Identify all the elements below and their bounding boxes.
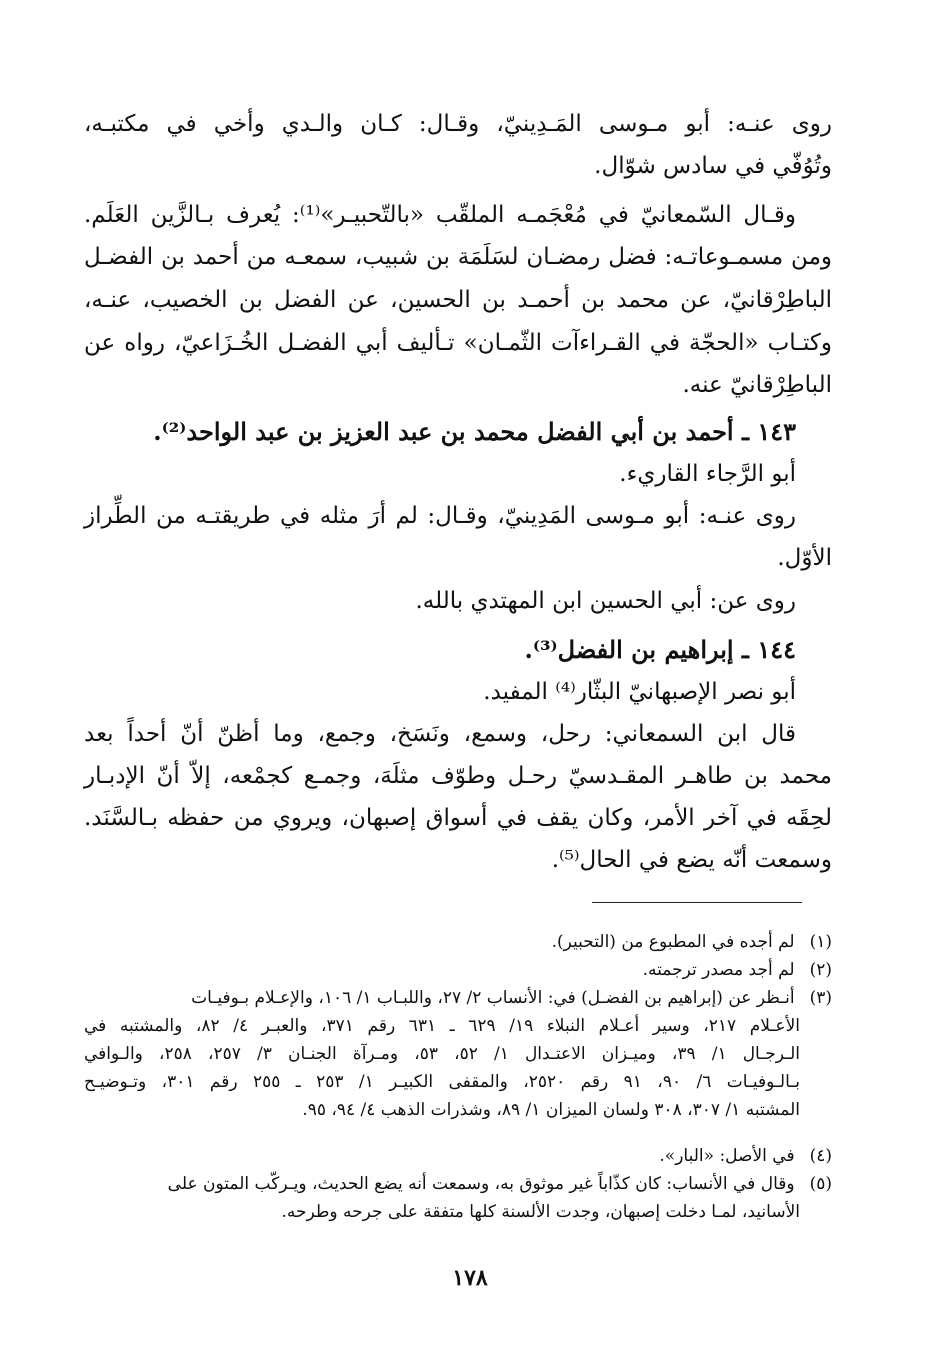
footnote-number: (٢)	[809, 960, 832, 980]
body-line: قال ابن السمعاني: رحل، وسمع، ونَسَخ، وجمع، وما أظنّ أنّ أحداً بعد	[84, 721, 796, 747]
footnote-line: المشتبه ١/ ٣٠٧، ٣٠٨ ولسان الميزان ١/ ٨٩، وشذرات الذهب ٤/ ٩٤، ٩٥.	[302, 1100, 800, 1120]
body-line: ومن مسمـوعاتـه: فضل رمضـان لسَلَمَة بن شبيب، سمعـه من أحمد بن الفضـل	[84, 244, 832, 270]
body-line: روى عنـه: أبو مـوسى المَـدِينيّ، وقـال: كـان والـدي وأخي في مكتبـه،	[84, 111, 832, 137]
footnote	[84, 928, 832, 956]
footnote	[84, 984, 832, 1012]
body-line: أبو نصر الإصبهانيّ البثّار⁽⁴⁾ المفيد.	[483, 679, 796, 705]
footnote-text: لم أجد مصدر ترجمته.	[642, 960, 795, 980]
body-line: الباطِرْقانيّ، عن محمد بن أحمـد بن الحسين، عن الفضل بن الخصيب، عنـه،	[84, 287, 832, 313]
page-number: ١٧٨	[452, 1265, 488, 1291]
footnote	[84, 1170, 832, 1198]
footnote-text: لم أجده في المطبوع من (التحبير).	[551, 932, 795, 952]
footnote-line: الأعـلام ٢١٧، وسير أعـلام النبلاء ١٩/ ٦٢٩ ـ ٦٣١ رقم ٣٧١، والعبـر ٤/ ٨٢، والمشتبه في	[84, 1016, 800, 1036]
entry-heading: ١٤٣ ـ أحمد بن أبي الفضل محمد بن عبد العزيز بن عبد الواحد⁽²⁾.	[153, 417, 796, 446]
body-line: وسمعت أنّه يضع في الحال⁽⁵⁾.	[551, 847, 832, 873]
footnote-line: بـالـوفيـات ٦/ ٩٠، ٩١ رقم ٢٥٢٠، والمقفى الكبيـر ١/ ٢٥٣ ـ ٢٥٥ رقم ٣٠١، وتـوضيـح	[84, 1072, 800, 1092]
body-line: أبو الرَّجاء القاريء.	[619, 461, 796, 487]
footnote-line: الأسانيد، لمـا دخلت إصبهان، وجدت الألسنة كلها متفقة على جرحه وطرحه.	[281, 1202, 800, 1222]
body-line: لحِقَه في آخر الأمر، وكان يقف في أسواق إصبهان، ويروي من حفظه بـالسَّنَد.	[84, 805, 832, 831]
footnote-line: الـرجـال ١/ ٣٩، وميـزان الاعتـدال ١/ ٥٢، ٥٣، ومـرآة الجنـان ٣/ ٢٥٧، ٢٥٨، والـوافي	[84, 1044, 800, 1064]
footnote-number: (٤)	[809, 1146, 832, 1166]
footnote-number: (٥)	[809, 1174, 832, 1194]
footnote-number: (٣)	[809, 988, 832, 1008]
footnote-text: أنـظر عن (إبراهيم بن الفضـل) في: الأنساب ٢/ ٢٧، واللبـاب ١/ ١٠٦، والإعـلام بـوفيـات	[191, 988, 795, 1008]
body-line: وكتـاب «الحجّة في القـراءآت الثّمـان» تـأليف أبي الفضـل الخُـزَاعيّ، رواه عن	[84, 330, 832, 356]
footnote-number: (١)	[809, 932, 832, 952]
body-line: وتُوُفّي في سادس شوّال.	[594, 153, 832, 179]
entry-heading: ١٤٤ ـ إبراهيم بن الفضل⁽³⁾.	[524, 635, 796, 664]
footnote	[84, 1142, 832, 1170]
footnote	[84, 956, 832, 984]
body-line: روى عنـه: أبو مـوسى المَدِينيّ، وقـال: لم أرَ مثله في طريقتـه من الطِّراز	[84, 503, 796, 529]
body-line: محمد بن طاهـر المقـدسيّ رحـل وطوّف مثلَهَ، وجمـع كجمْعه، إلاّ أنّ الإدبـار	[84, 763, 832, 789]
body-line: الباطِرْقانيّ عنه.	[682, 372, 832, 398]
footnote-text: وقال في الأنساب: كان كذّاباً غير موثوق به، وسمعت أنه يضع الحديث، ويـركّب المتون على	[167, 1174, 795, 1194]
body-line: روى عن: أبي الحسين ابن المهتدي بالله.	[415, 588, 796, 614]
body-line: وقـال السّمعانيّ في مُعْجَمـه الملقّب «بالتّحبيـر»⁽¹⁾: يُعرف بـالزَّين العَلَم.	[84, 202, 796, 228]
footnote-text: في الأصل: «البار».	[659, 1146, 795, 1166]
body-line: الأوّل.	[777, 545, 832, 571]
footnote-divider	[592, 902, 802, 903]
